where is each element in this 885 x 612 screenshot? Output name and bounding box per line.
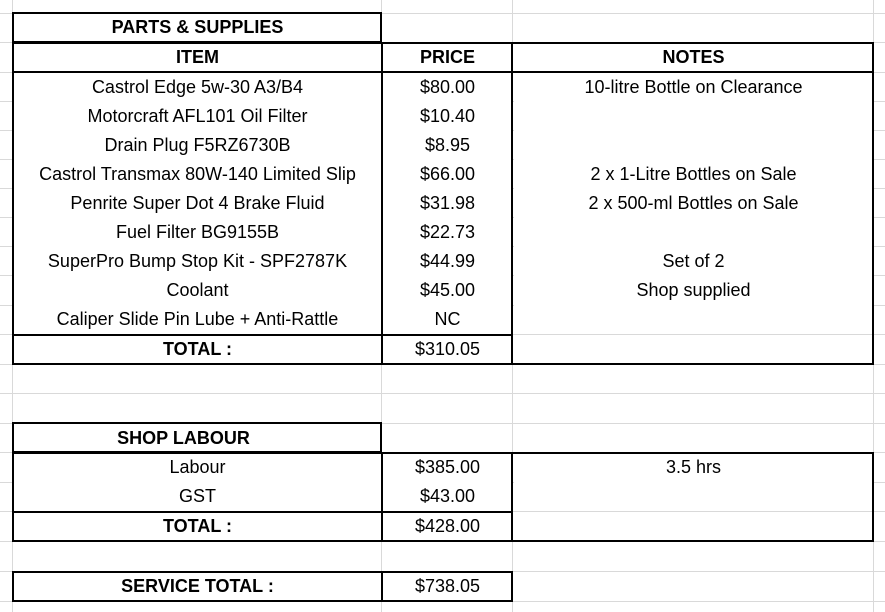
parts-total-divider <box>12 334 512 336</box>
parts-row-9-price[interactable]: NC <box>383 305 512 334</box>
parts-title[interactable]: PARTS & SUPPLIES <box>14 13 381 42</box>
parts-row-6-price[interactable]: $22.73 <box>383 218 512 247</box>
header-notes[interactable]: NOTES <box>514 43 873 72</box>
parts-row-4-item[interactable]: Castrol Transmax 80W-140 Limited Slip <box>14 160 381 189</box>
parts-row-2-item[interactable]: Motorcraft AFL101 Oil Filter <box>14 102 381 131</box>
parts-title-border <box>12 12 382 43</box>
labour-row-1-item[interactable]: Labour <box>14 453 381 482</box>
labour-col-divider-1 <box>381 452 383 542</box>
parts-row-8-notes[interactable]: Shop supplied <box>514 276 873 305</box>
parts-total-label[interactable]: TOTAL : <box>14 335 381 364</box>
parts-row-8-price[interactable]: $45.00 <box>383 276 512 305</box>
parts-row-1-price[interactable]: $80.00 <box>383 73 512 102</box>
labour-table-border <box>12 452 874 542</box>
parts-row-7-price[interactable]: $44.99 <box>383 247 512 276</box>
parts-row-1-item[interactable]: Castrol Edge 5w-30 A3/B4 <box>14 73 381 102</box>
parts-total-value[interactable]: $310.05 <box>383 335 512 364</box>
labour-row-2-item[interactable]: GST <box>14 482 381 511</box>
service-total-border <box>12 571 513 602</box>
labour-title-text: SHOP LABOUR <box>117 428 250 448</box>
parts-col-divider-2 <box>511 42 513 365</box>
parts-row-3-price[interactable]: $8.95 <box>383 131 512 160</box>
labour-total-divider <box>12 511 512 513</box>
parts-row-7-item[interactable]: SuperPro Bump Stop Kit - SPF2787K <box>14 247 381 276</box>
parts-row-8-item[interactable]: Coolant <box>14 276 381 305</box>
parts-row-4-notes[interactable]: 2 x 1-Litre Bottles on Sale <box>514 160 873 189</box>
labour-col-divider-2 <box>511 452 513 542</box>
parts-table-border <box>12 42 874 365</box>
service-total-value[interactable]: $738.05 <box>383 572 512 601</box>
service-total-label[interactable]: SERVICE TOTAL : <box>14 572 381 601</box>
parts-row-5-item[interactable]: Penrite Super Dot 4 Brake Fluid <box>14 189 381 218</box>
parts-col-divider-1 <box>381 42 383 365</box>
parts-header-divider <box>12 71 874 73</box>
parts-row-5-price[interactable]: $31.98 <box>383 189 512 218</box>
parts-row-4-price[interactable]: $66.00 <box>383 160 512 189</box>
header-item[interactable]: ITEM <box>14 43 381 72</box>
service-col-divider <box>381 571 383 602</box>
parts-row-5-notes[interactable]: 2 x 500-ml Bottles on Sale <box>514 189 873 218</box>
parts-row-7-notes[interactable]: Set of 2 <box>514 247 873 276</box>
parts-row-3-item[interactable]: Drain Plug F5RZ6730B <box>14 131 381 160</box>
labour-row-1-notes[interactable]: 3.5 hrs <box>514 453 873 482</box>
labour-title-border <box>12 422 382 453</box>
labour-row-2-price[interactable]: $43.00 <box>383 482 512 511</box>
labour-total-label[interactable]: TOTAL : <box>14 512 381 541</box>
parts-row-9-item[interactable]: Caliper Slide Pin Lube + Anti-Rattle <box>14 305 381 334</box>
labour-row-1-price[interactable]: $385.00 <box>383 453 512 482</box>
parts-row-6-item[interactable]: Fuel Filter BG9155B <box>14 218 381 247</box>
header-price[interactable]: PRICE <box>383 43 512 72</box>
parts-row-1-notes[interactable]: 10-litre Bottle on Clearance <box>514 73 873 102</box>
labour-total-value[interactable]: $428.00 <box>383 512 512 541</box>
parts-row-2-price[interactable]: $10.40 <box>383 102 512 131</box>
